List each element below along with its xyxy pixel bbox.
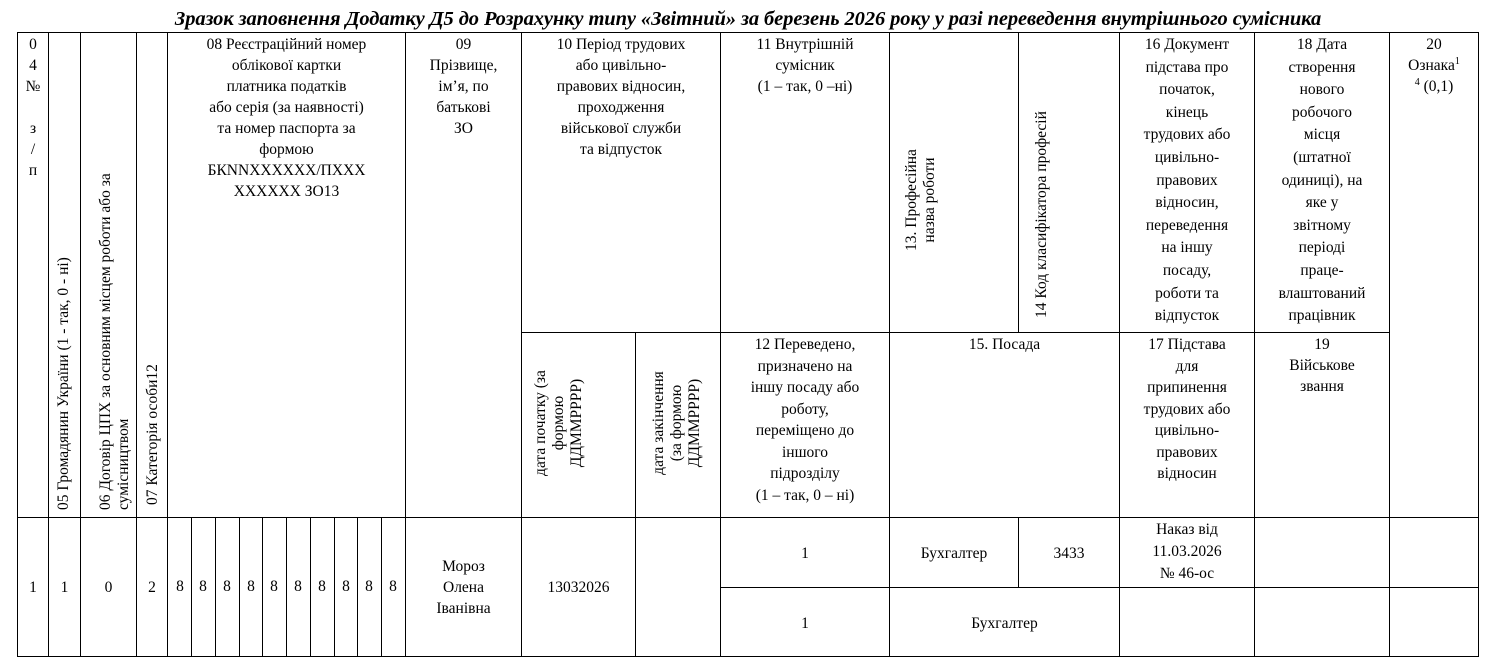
header-10a-line: ДДММРРРР)	[568, 378, 585, 468]
header-19-line: 19	[1314, 336, 1330, 353]
tax-digit: 8	[294, 578, 302, 595]
tax-digit: 8	[223, 578, 231, 595]
header-16-line: відносин,	[1155, 194, 1219, 212]
cell-internal-part-timer: 1	[801, 545, 809, 562]
cell-gph-contract: 0	[104, 579, 113, 596]
header-10-line: правових відносин,	[556, 78, 686, 95]
header-12	[721, 334, 889, 506]
header-10-end-date	[650, 348, 704, 498]
header-17-line: припинення	[1147, 379, 1227, 396]
header-20-label-text: Ознака	[1408, 57, 1455, 74]
header-04-line	[18, 97, 48, 118]
header-06-line1: 06 Договір ЦПХ за основним місцем роботи або за	[97, 173, 114, 510]
header-18-line: періоді	[1298, 239, 1346, 257]
header-12-line: іншу посаду або	[750, 379, 860, 396]
header-08-line: 08 Реєстраційний номер	[206, 36, 367, 53]
header-08-line: та номер паспорта за	[217, 120, 356, 137]
header-04-line: п	[28, 162, 38, 179]
header-04-line: №	[25, 78, 41, 95]
name-line: Олена	[443, 579, 484, 596]
document-line: 11.03.2026	[1152, 543, 1222, 560]
header-13-line: 13. Професійна	[903, 149, 920, 251]
header-18-line: нового	[1299, 81, 1345, 99]
header-16-line: початок,	[1159, 81, 1215, 99]
header-10-line: 10 Період трудових	[556, 36, 686, 53]
header-16-line: переведення	[1145, 216, 1229, 234]
header-20-number: 20	[1426, 36, 1442, 53]
header-10a-line: формою	[550, 395, 567, 451]
tax-digit: 8	[176, 578, 184, 595]
header-04-line: /	[30, 141, 36, 158]
header-18-line: місця	[1303, 126, 1341, 144]
document-title: Зразок заповнення Додатку Д5 до Розрахунку типу «Звітний» за березень 2026 року у разі переведення внутрішнього сумісника	[174, 8, 1322, 30]
header-18	[1255, 34, 1389, 328]
header-17-line: правових	[1156, 443, 1218, 461]
header-20-sup2: 4	[1414, 76, 1420, 88]
header-20	[1390, 34, 1478, 97]
header-11-line: 11 Внутрішній	[756, 36, 854, 53]
header-16-line: на іншу	[1161, 239, 1213, 257]
header-12-line: іншого	[781, 443, 828, 461]
header-19-line: Військове	[1289, 357, 1355, 374]
header-10-start-date	[532, 348, 586, 498]
header-12-line: 12 Переведено,	[754, 336, 856, 353]
header-09-line: Прізвище,	[429, 57, 498, 74]
header-16-line: кінець	[1165, 103, 1209, 121]
header-08-line: платника податків	[226, 78, 347, 95]
header-17-line: 17 Підстава	[1148, 336, 1226, 353]
cell-profession-code: 3433	[1053, 545, 1085, 562]
header-13	[903, 110, 939, 290]
header-06-line2: сумісництвом	[115, 418, 132, 510]
header-20-values	[1390, 76, 1478, 97]
header-16-line: роботи та	[1155, 284, 1219, 302]
header-19	[1255, 334, 1389, 397]
header-16-line: цивільно-	[1154, 148, 1220, 166]
header-08-line: облікової картки	[231, 57, 342, 74]
header-16-line: правових	[1156, 171, 1218, 189]
tax-digit: 8	[318, 578, 326, 595]
cell-transferred: 1	[801, 615, 809, 632]
cell-row-number: 1	[29, 579, 37, 596]
document-line: № 46-ос	[1159, 565, 1215, 582]
header-16-line: підстава про	[1145, 58, 1229, 76]
header-11-line: (1 – так, 0 –ні)	[757, 78, 853, 95]
header-17-line: цивільно-	[1154, 422, 1220, 439]
header-15: 15. Посада	[968, 336, 1041, 353]
header-20-label	[1390, 55, 1478, 76]
cell-start-date: 13032026	[547, 579, 610, 596]
header-10-line: проходження	[577, 99, 665, 116]
header-08-line: або серія (за наявності)	[209, 99, 364, 116]
header-12-line: підрозділу	[770, 465, 840, 482]
header-10b-line: (за формою	[668, 384, 685, 462]
header-13-line: назва роботи	[921, 157, 938, 243]
header-10-line: військової служби	[560, 120, 682, 137]
header-18-line: працівник	[1288, 307, 1356, 325]
header-04-line: 0	[29, 36, 37, 53]
tax-digit: 8	[389, 578, 397, 595]
header-18-line: створення	[1288, 58, 1356, 76]
tax-digit: 8	[199, 578, 207, 595]
header-17-line: трудових або	[1143, 400, 1231, 418]
header-11	[721, 34, 889, 97]
cell-profession: Бухгалтер	[920, 545, 988, 562]
header-17-line: відносин	[1157, 465, 1217, 482]
header-17	[1120, 334, 1254, 485]
header-18-line: одиниці), на	[1281, 171, 1363, 189]
header-06	[97, 173, 133, 510]
header-20-values-text: (0,1)	[1419, 78, 1454, 95]
header-12-line: (1 – так, 0 – ні)	[755, 486, 855, 504]
header-16	[1120, 34, 1254, 328]
tax-digit: 8	[365, 578, 373, 595]
cell-full-name	[406, 556, 521, 619]
name-line: Іванівна	[436, 600, 491, 617]
cell-citizen: 1	[60, 579, 69, 596]
header-18-line: праце-	[1300, 261, 1344, 279]
name-line: Мороз	[442, 558, 485, 575]
header-20-sup1: 1	[1454, 55, 1460, 67]
header-12-line: переміщено до	[755, 422, 855, 439]
header-11-line: сумісник	[775, 57, 835, 74]
header-08-line: БКNNXXXXXX/ПXXX	[207, 162, 366, 179]
header-09-line: батькові	[436, 99, 491, 116]
header-09-line: 09	[455, 36, 472, 53]
header-04-line: з	[29, 120, 37, 137]
header-09	[406, 34, 521, 139]
header-12-line: роботу,	[781, 400, 829, 418]
header-10b-line: дата закінчення	[650, 371, 667, 475]
header-08-line: XXXXXX ЗО13	[233, 183, 340, 200]
cell-position: Бухгалтер	[971, 615, 1038, 632]
header-18-line: звітному	[1293, 216, 1351, 234]
header-18-line: (штатної	[1293, 148, 1351, 166]
cell-category: 2	[148, 579, 156, 596]
header-08-line: формою	[259, 141, 314, 158]
document-line: Наказ від	[1156, 521, 1218, 538]
header-18-line: яке у	[1305, 194, 1339, 212]
header-16-line: посаду,	[1162, 261, 1212, 279]
header-04	[18, 34, 48, 181]
header-05: 05 Громадянин України (1 - так, 0 - ні)	[55, 257, 72, 510]
header-07: 07 Категорія особи12	[144, 364, 161, 505]
header-12-line: призначено на	[757, 357, 853, 375]
header-10-line: або цивільно-	[575, 57, 667, 74]
header-16-line: 16 Документ	[1144, 36, 1230, 53]
header-16-line: трудових або	[1143, 126, 1231, 144]
header-08	[168, 34, 405, 202]
header-04-line: 4	[29, 57, 37, 74]
tax-digit: 8	[270, 578, 278, 595]
header-18-line: робочого	[1291, 103, 1352, 121]
header-09-line: ЗО	[454, 120, 473, 137]
header-14: 14 Код класифікатора професій	[1033, 111, 1050, 318]
header-18-line: 18 Дата	[1296, 36, 1348, 53]
header-09-line: ім’я, по	[438, 78, 489, 95]
cell-document	[1120, 519, 1254, 585]
header-16-line: відпусток	[1154, 307, 1220, 325]
header-18-line: влаштований	[1278, 284, 1366, 302]
header-10a-line: дата початку (за	[532, 370, 549, 476]
header-17-line: для	[1175, 357, 1199, 375]
header-10b-line: ДДММРРРР)	[686, 378, 703, 468]
header-10-line: та відпусток	[579, 141, 662, 158]
header-10	[522, 34, 720, 160]
tax-digit: 8	[247, 578, 255, 595]
header-19-line: звання	[1300, 378, 1344, 395]
tax-digit: 8	[342, 578, 350, 595]
